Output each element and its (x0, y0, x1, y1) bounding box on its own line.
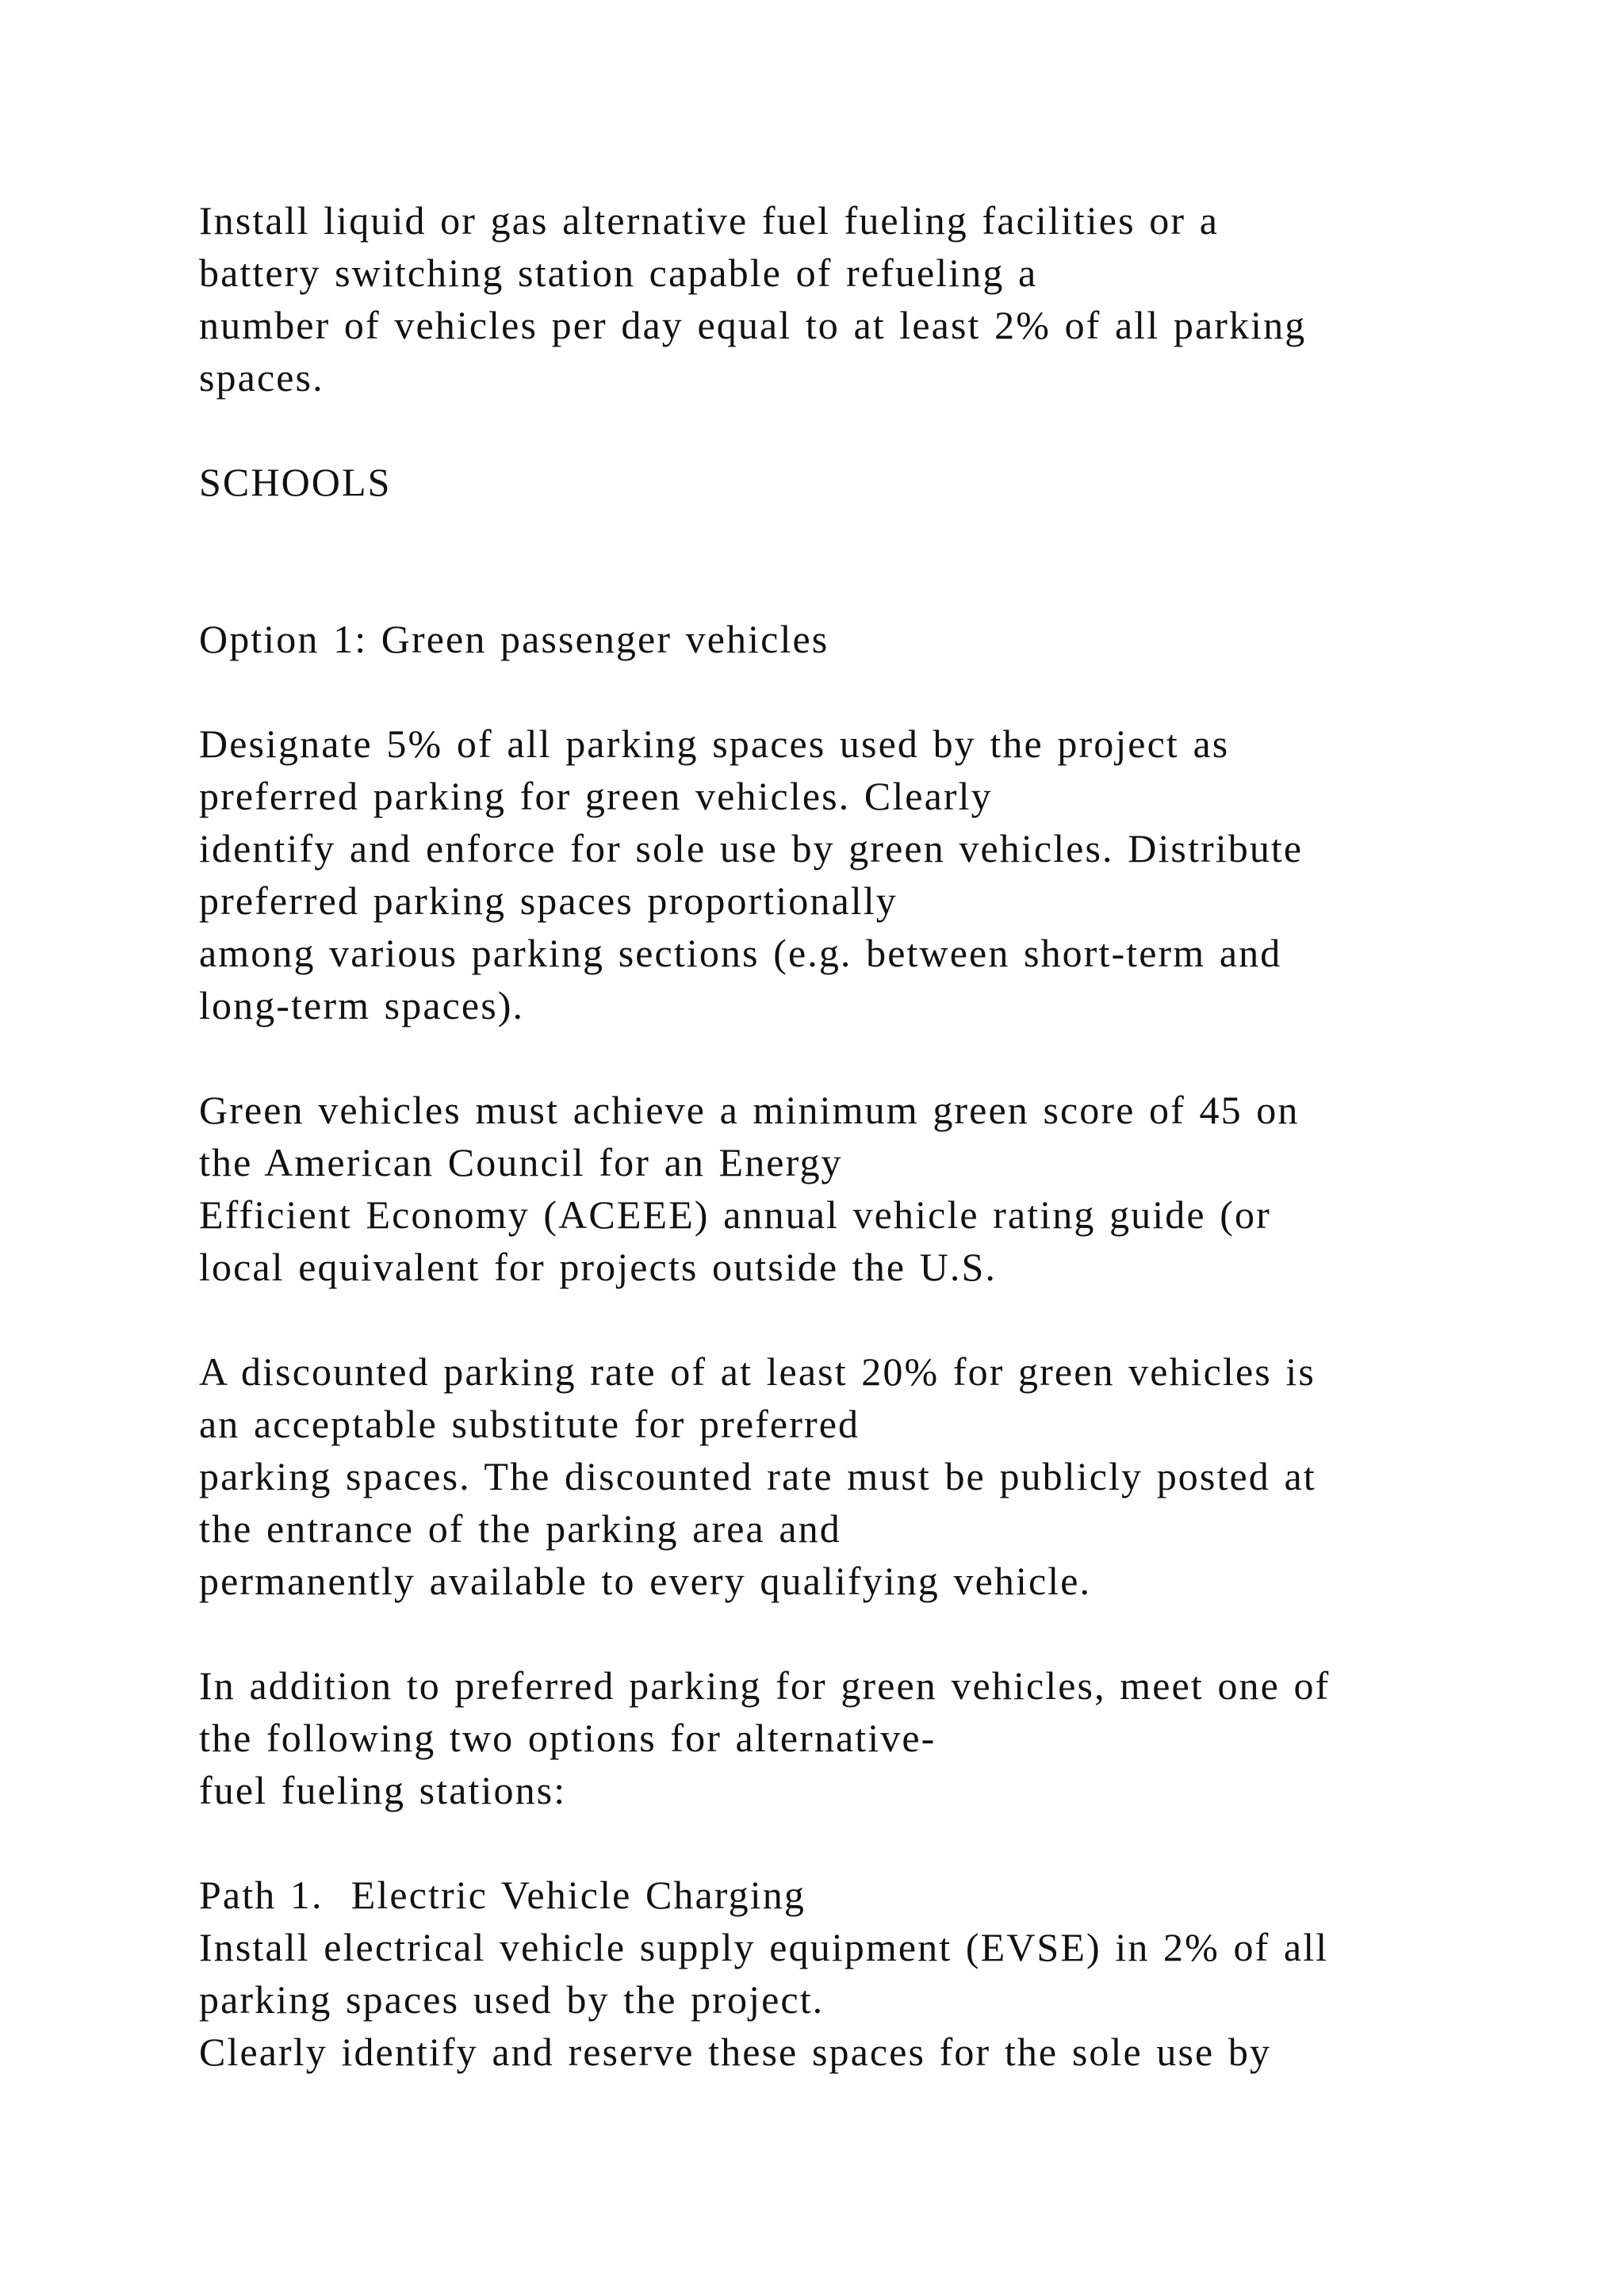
section-heading: SCHOOLS (199, 460, 392, 504)
text-line: spaces. (199, 355, 324, 400)
text-line: an acceptable substitute for preferred (199, 1402, 860, 1446)
text-line: battery switching station capable of refueling a (199, 251, 1038, 295)
text-line: Install liquid or gas alternative fuel fueling facilities or a (199, 198, 1219, 243)
text-line: the entrance of the parking area and (199, 1506, 841, 1551)
option-1-heading (199, 613, 1547, 665)
text-line: identify and enforce for sole use by green vehicles. Distribute (199, 826, 1304, 871)
text-line: Clearly identify and reserve these spaces for the sole use by (199, 2030, 1272, 2074)
text-line: number of vehicles per day equal to at least 2% of all parking (199, 303, 1307, 347)
text-line: A discounted parking rate of at least 20% for green vehicles is (199, 1349, 1316, 1394)
schools-heading (199, 456, 1547, 508)
paragraph-spacer (199, 665, 1547, 718)
paragraph-spacer (199, 1607, 1547, 1659)
paragraph-spacer (199, 1816, 1547, 1869)
text-line: local equivalent for projects outside the U.S. (199, 1245, 998, 1289)
text-line: the following two options for alternative- (199, 1716, 936, 1760)
path-heading: Path 1. Electric Vehicle Charging (199, 1873, 806, 1917)
paragraph-spacer (199, 1031, 1547, 1084)
path-1-paragraph (199, 1869, 1547, 2078)
text-line: permanently available to every qualifying vehicle. (199, 1559, 1092, 1603)
option-heading: Option 1: Green passenger vehicles (199, 617, 829, 661)
text-line: parking spaces used by the project. (199, 1977, 825, 2022)
text-line: the American Council for an Energy (199, 1140, 843, 1184)
text-line: In addition to preferred parking for green vehicles, meet one of (199, 1663, 1331, 1708)
paragraph-spacer (199, 508, 1547, 613)
text-line: parking spaces. The discounted rate must be publicly posted at (199, 1454, 1316, 1498)
fueling-options-paragraph (199, 1659, 1547, 1816)
text-line: Install electrical vehicle supply equipment (EVSE) in 2% of all (199, 1925, 1329, 1969)
intro-paragraph (199, 194, 1547, 404)
text-line: Efficient Economy (ACEEE) annual vehicle rating guide (or (199, 1192, 1271, 1237)
text-line: among various parking sections (e.g. between short-term and (199, 931, 1282, 975)
text-line: fuel fueling stations: (199, 1768, 567, 1812)
text-line: long-term spaces). (199, 983, 525, 1027)
designate-paragraph (199, 718, 1547, 1031)
document-body (199, 194, 1547, 2078)
text-line: preferred parking for green vehicles. Clearly (199, 774, 993, 818)
paragraph-spacer (199, 1293, 1547, 1345)
discounted-rate-paragraph (199, 1345, 1547, 1607)
text-line: Green vehicles must achieve a minimum green score of 45 on (199, 1088, 1300, 1132)
paragraph-spacer (199, 404, 1547, 456)
text-line: Designate 5% of all parking spaces used by the project as (199, 721, 1230, 766)
green-score-paragraph (199, 1084, 1547, 1293)
text-line: preferred parking spaces proportionally (199, 878, 898, 923)
